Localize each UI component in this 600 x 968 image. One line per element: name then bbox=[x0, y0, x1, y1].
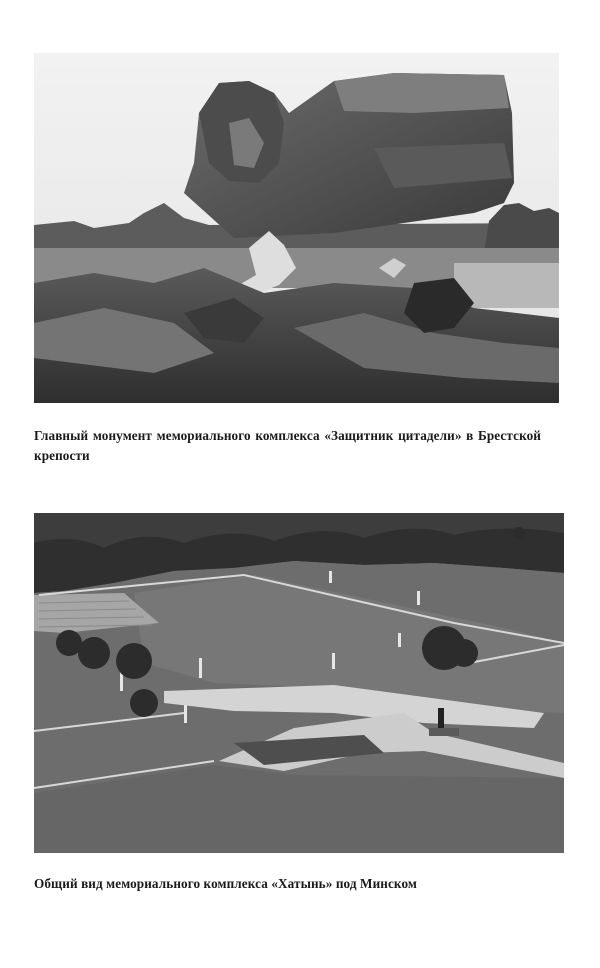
caption-khatyn-memorial: Общий вид мемориального комплекса «Хатынь» под Минском bbox=[34, 876, 417, 891]
photo-khatyn-memorial bbox=[34, 513, 564, 853]
caption-brest-monument: Главный монумент мемориального комплекса «Защитник цитадели» в Брестской крепости bbox=[34, 428, 541, 463]
photo-brest-monument bbox=[34, 53, 559, 403]
